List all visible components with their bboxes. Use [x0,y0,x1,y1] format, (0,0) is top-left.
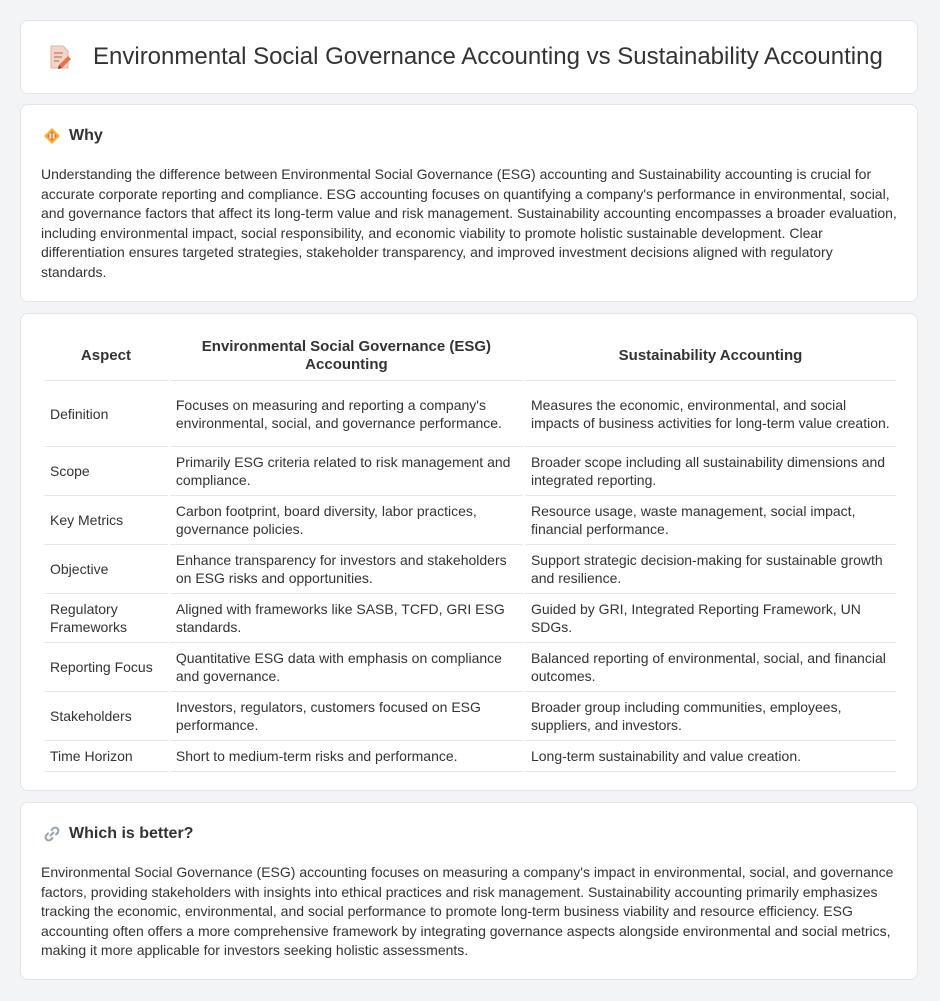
row-sustainability: Support strategic decision-making for sustainable growth and resilience. [525,545,896,594]
row-aspect: Scope [44,447,168,496]
row-sustainability: Guided by GRI, Integrated Reporting Framework, UN SDGs. [525,594,896,643]
row-esg: Aligned with frameworks like SASB, TCFD, GRI ESG standards. [170,594,523,643]
row-esg: Focuses on measuring and reporting a company's environmental, social, and governance performance. [170,381,523,447]
row-aspect: Reporting Focus [44,643,168,692]
table-row [44,496,896,545]
row-esg: Quantitative ESG data with emphasis on compliance and governance. [170,643,523,692]
why-heading [43,127,103,145]
better-title: Which is better? [69,825,194,842]
link-icon [43,825,61,843]
table-row [44,447,896,496]
title-card [20,20,918,94]
better-section [20,802,918,980]
why-title: Why [69,127,103,144]
table-row [44,381,896,447]
table-row [44,741,896,772]
row-aspect: Time Horizon [44,741,168,772]
comparison-table [42,332,898,772]
document-pencil-icon [47,43,73,71]
row-sustainability: Balanced reporting of environmental, social, and financial outcomes. [525,643,896,692]
title-row [47,43,883,71]
row-aspect: Objective [44,545,168,594]
comparison-section [20,313,918,791]
row-aspect: Definition [44,381,168,447]
table-row [44,545,896,594]
row-esg: Investors, regulators, customers focused on ESG performance. [170,692,523,741]
better-heading [43,825,193,843]
row-sustainability: Resource usage, waste management, social impact, financial performance. [525,496,896,545]
table-header-row [44,332,896,381]
row-sustainability: Measures the economic, environmental, and social impacts of business activities for long-term value creation. [525,381,896,447]
row-sustainability: Broader group including communities, employees, suppliers, and investors. [525,692,896,741]
row-aspect: Regulatory Frameworks [44,594,168,643]
table-row [44,692,896,741]
page-title: Environmental Social Governance Accounting vs Sustainability Accounting [93,43,883,70]
table-row [44,643,896,692]
row-esg: Primarily ESG criteria related to risk management and compliance. [170,447,523,496]
row-esg: Short to medium-term risks and performance. [170,741,523,772]
row-esg: Carbon footprint, board diversity, labor practices, governance policies. [170,496,523,545]
header-esg: Environmental Social Governance (ESG) Accounting [170,332,523,381]
why-body: Understanding the difference between Environmental Social Governance (ESG) accounting and Sustainability accounting is crucial for accurate corporate reporting and compliance. ESG accounting focuses on quantifying a company's performance in environmental, social, and governance factors that affect its long-term value and risk management. Sustainability accounting encompasses a broader evaluation, including environmental impact, social responsibility, and economic viability to promote holistic sustainable development. Clear differentiation ensures targeted strategies, stakeholder transparency, and improved investment decisions aligned with regulatory standards. [41,166,897,280]
header-sustainability: Sustainability Accounting [525,332,896,381]
table-row [44,594,896,643]
why-section [20,104,918,302]
row-sustainability: Long-term sustainability and value creation. [525,741,896,772]
header-aspect: Aspect [44,332,168,381]
row-aspect: Key Metrics [44,496,168,545]
diamond-warning-icon [43,127,61,145]
row-sustainability: Broader scope including all sustainability dimensions and integrated reporting. [525,447,896,496]
better-body: Environmental Social Governance (ESG) accounting focuses on measuring a company's impact in environmental, social, and governance factors, providing stakeholders with insights into ethical practices and risk management. Sustainability accounting primarily emphasizes tracking the economic, environmental, and social performance to promote long-term business viability and resource efficiency. ESG accounting often offers a more comprehensive framework by integrating governance aspects alongside environmental and social metrics, making it more applicable for investors seeking holistic assessments. [41,864,894,959]
row-aspect: Stakeholders [44,692,168,741]
row-esg: Enhance transparency for investors and stakeholders on ESG risks and opportunities. [170,545,523,594]
